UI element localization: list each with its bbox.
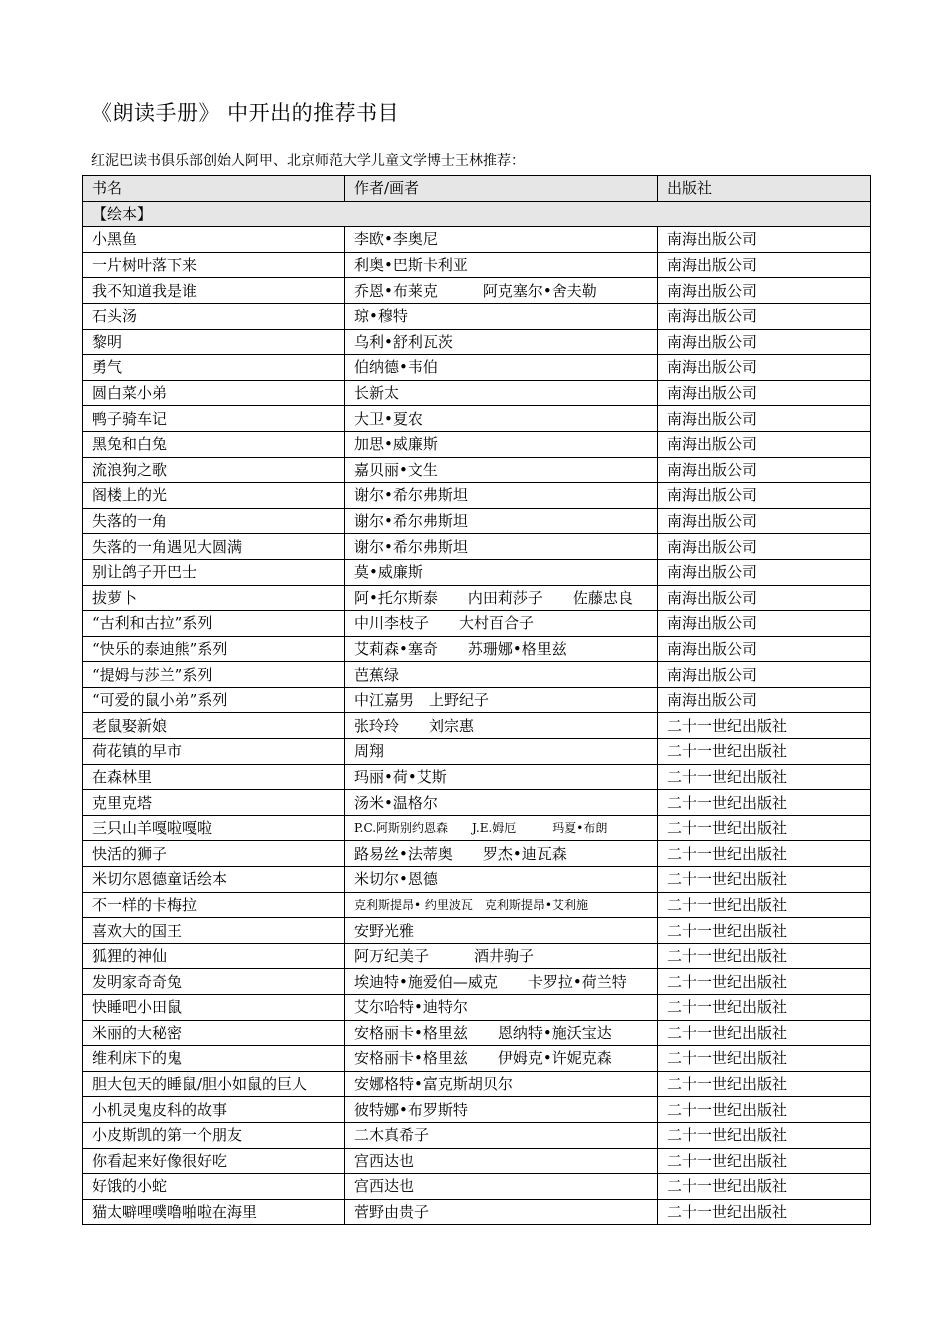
table-header-row bbox=[83, 176, 871, 202]
publisher-cell: 二十一世纪出版社 bbox=[658, 1199, 871, 1225]
author-cell: 彼特娜•布罗斯特 bbox=[345, 1097, 658, 1123]
table-row bbox=[83, 867, 871, 893]
table-row bbox=[83, 431, 871, 457]
author-cell: P.C.阿斯别约恩森 J.E.姆厄 玛夏•布朗 bbox=[345, 815, 658, 841]
publisher-cell: 南海出版公司 bbox=[658, 483, 871, 509]
table-row bbox=[83, 739, 871, 765]
table-row bbox=[83, 278, 871, 304]
book-title-cell: 黑兔和白兔 bbox=[83, 431, 345, 457]
publisher-cell: 南海出版公司 bbox=[658, 355, 871, 381]
book-title-cell: 石头汤 bbox=[83, 303, 345, 329]
table-row bbox=[83, 611, 871, 637]
table-row bbox=[83, 918, 871, 944]
book-title-cell: 鸭子骑车记 bbox=[83, 406, 345, 432]
table-row bbox=[83, 892, 871, 918]
table-row bbox=[83, 457, 871, 483]
book-title-cell: “古利和古拉”系列 bbox=[83, 611, 345, 637]
book-title-cell: 米切尔恩德童话绘本 bbox=[83, 867, 345, 893]
publisher-cell: 二十一世纪出版社 bbox=[658, 841, 871, 867]
author-cell: 阿•托尔斯泰 内田莉莎子 佐藤忠良 bbox=[345, 585, 658, 611]
book-title-cell: 克里克塔 bbox=[83, 790, 345, 816]
publisher-cell: 二十一世纪出版社 bbox=[658, 1122, 871, 1148]
publisher-cell: 南海出版公司 bbox=[658, 329, 871, 355]
publisher-cell: 南海出版公司 bbox=[658, 457, 871, 483]
author-cell: 张玲玲 刘宗惠 bbox=[345, 713, 658, 739]
author-cell: 阿万纪美子 酒井驹子 bbox=[345, 943, 658, 969]
author-cell: 安娜格特•富克斯胡贝尔 bbox=[345, 1071, 658, 1097]
author-cell: 二木真希子 bbox=[345, 1122, 658, 1148]
publisher-cell: 南海出版公司 bbox=[658, 508, 871, 534]
author-cell: 中川李枝子 大村百合子 bbox=[345, 611, 658, 637]
author-cell: 中江嘉男 上野纪子 bbox=[345, 687, 658, 713]
publisher-cell: 二十一世纪出版社 bbox=[658, 1097, 871, 1123]
author-cell: 大卫•夏农 bbox=[345, 406, 658, 432]
author-cell: 谢尔•希尔弗斯坦 bbox=[345, 508, 658, 534]
book-title-cell: 维利床下的鬼 bbox=[83, 1046, 345, 1072]
author-cell: 伯纳德•韦伯 bbox=[345, 355, 658, 381]
author-cell: 芭蕉绿 bbox=[345, 662, 658, 688]
book-title-cell: 小皮斯凯的第一个朋友 bbox=[83, 1122, 345, 1148]
column-header-publisher: 出版社 bbox=[658, 176, 871, 202]
table-row bbox=[83, 329, 871, 355]
book-title-cell: 老鼠娶新娘 bbox=[83, 713, 345, 739]
publisher-cell: 二十一世纪出版社 bbox=[658, 969, 871, 995]
table-row bbox=[83, 1071, 871, 1097]
table-row bbox=[83, 969, 871, 995]
publisher-cell: 二十一世纪出版社 bbox=[658, 1148, 871, 1174]
table-row bbox=[83, 995, 871, 1021]
table-row bbox=[83, 1097, 871, 1123]
publisher-cell: 二十一世纪出版社 bbox=[658, 1020, 871, 1046]
author-cell: 莫•威廉斯 bbox=[345, 559, 658, 585]
publisher-cell: 南海出版公司 bbox=[658, 431, 871, 457]
table-row bbox=[83, 790, 871, 816]
table-row bbox=[83, 483, 871, 509]
publisher-cell: 二十一世纪出版社 bbox=[658, 918, 871, 944]
table-row bbox=[83, 534, 871, 560]
book-title-cell: 在森林里 bbox=[83, 764, 345, 790]
publisher-cell: 二十一世纪出版社 bbox=[658, 739, 871, 765]
book-title-cell: 小黑鱼 bbox=[83, 227, 345, 253]
section-label: 【绘本】 bbox=[83, 201, 871, 227]
publisher-cell: 南海出版公司 bbox=[658, 636, 871, 662]
recommender-note: 红泥巴读书俱乐部创始人阿甲、北京师范大学儿童文学博士王林推荐： bbox=[91, 153, 525, 169]
author-cell: 米切尔•恩德 bbox=[345, 867, 658, 893]
book-title-cell: 快睡吧小田鼠 bbox=[83, 995, 345, 1021]
book-title-cell: 喜欢大的国王 bbox=[83, 918, 345, 944]
table-row bbox=[83, 252, 871, 278]
publisher-cell: 南海出版公司 bbox=[658, 406, 871, 432]
book-title-cell: “可爱的鼠小弟”系列 bbox=[83, 687, 345, 713]
table-row bbox=[83, 687, 871, 713]
book-title-cell: 拔萝卜 bbox=[83, 585, 345, 611]
publisher-cell: 南海出版公司 bbox=[658, 380, 871, 406]
page-title: 《朗读手册》 中开出的推荐书目 bbox=[91, 101, 400, 125]
book-title-cell: 一片树叶落下来 bbox=[83, 252, 345, 278]
author-cell: 谢尔•希尔弗斯坦 bbox=[345, 483, 658, 509]
book-title-cell: 荷花镇的早市 bbox=[83, 739, 345, 765]
table-row bbox=[83, 303, 871, 329]
author-cell: 乔恩•布莱克 阿克塞尔•舍夫勒 bbox=[345, 278, 658, 304]
author-cell: 李欧•李奥尼 bbox=[345, 227, 658, 253]
publisher-cell: 二十一世纪出版社 bbox=[658, 943, 871, 969]
author-cell: 嘉贝丽•文生 bbox=[345, 457, 658, 483]
author-cell: 汤米•温格尔 bbox=[345, 790, 658, 816]
book-title-cell: 狐狸的神仙 bbox=[83, 943, 345, 969]
author-cell: 安野光雅 bbox=[345, 918, 658, 944]
publisher-cell: 二十一世纪出版社 bbox=[658, 867, 871, 893]
table-row bbox=[83, 815, 871, 841]
author-cell: 乌利•舒利瓦茨 bbox=[345, 329, 658, 355]
book-title-cell: “提姆与莎兰”系列 bbox=[83, 662, 345, 688]
book-title-cell: 三只山羊嘎啦嘎啦 bbox=[83, 815, 345, 841]
book-title-cell: 好饿的小蛇 bbox=[83, 1174, 345, 1200]
section-row-picture-books bbox=[83, 201, 871, 227]
book-title-cell: 勇气 bbox=[83, 355, 345, 381]
author-cell: 宫西达也 bbox=[345, 1148, 658, 1174]
publisher-cell: 南海出版公司 bbox=[658, 585, 871, 611]
author-cell: 埃迪特•施爱伯—威克 卡罗拉•荷兰特 bbox=[345, 969, 658, 995]
author-cell: 艾尔哈特•迪特尔 bbox=[345, 995, 658, 1021]
publisher-cell: 南海出版公司 bbox=[658, 559, 871, 585]
author-cell: 安格丽卡•格里兹 恩纳特•施沃宝达 bbox=[345, 1020, 658, 1046]
column-header-title: 书名 bbox=[83, 176, 345, 202]
table-row bbox=[83, 943, 871, 969]
table-row bbox=[83, 1020, 871, 1046]
table-row bbox=[83, 559, 871, 585]
publisher-cell: 南海出版公司 bbox=[658, 303, 871, 329]
book-title-cell: 别让鸽子开巴士 bbox=[83, 559, 345, 585]
table-row bbox=[83, 1174, 871, 1200]
publisher-cell: 二十一世纪出版社 bbox=[658, 1046, 871, 1072]
book-title-cell: 流浪狗之歌 bbox=[83, 457, 345, 483]
book-title-cell: 我不知道我是谁 bbox=[83, 278, 345, 304]
table-row bbox=[83, 1046, 871, 1072]
publisher-cell: 二十一世纪出版社 bbox=[658, 764, 871, 790]
table-row bbox=[83, 764, 871, 790]
author-cell: 路易丝•法蒂奥 罗杰•迪瓦森 bbox=[345, 841, 658, 867]
author-cell: 琼•穆特 bbox=[345, 303, 658, 329]
publisher-cell: 南海出版公司 bbox=[658, 611, 871, 637]
table-row bbox=[83, 841, 871, 867]
publisher-cell: 二十一世纪出版社 bbox=[658, 713, 871, 739]
publisher-cell: 二十一世纪出版社 bbox=[658, 892, 871, 918]
book-title-cell: 小机灵鬼皮科的故事 bbox=[83, 1097, 345, 1123]
book-title-cell: 黎明 bbox=[83, 329, 345, 355]
author-cell: 加思•威廉斯 bbox=[345, 431, 658, 457]
book-title-cell: “快乐的泰迪熊”系列 bbox=[83, 636, 345, 662]
book-title-cell: 猫太噼哩噗噜啪啦在海里 bbox=[83, 1199, 345, 1225]
publisher-cell: 二十一世纪出版社 bbox=[658, 815, 871, 841]
author-cell: 安格丽卡•格里兹 伊姆克•许妮克森 bbox=[345, 1046, 658, 1072]
table-row bbox=[83, 585, 871, 611]
book-title-cell: 发明家奇奇兔 bbox=[83, 969, 345, 995]
publisher-cell: 南海出版公司 bbox=[658, 534, 871, 560]
table-row bbox=[83, 636, 871, 662]
book-title-cell: 圆白菜小弟 bbox=[83, 380, 345, 406]
book-title-cell: 快活的狮子 bbox=[83, 841, 345, 867]
author-cell: 艾莉森•塞奇 苏珊娜•格里兹 bbox=[345, 636, 658, 662]
author-cell: 谢尔•希尔弗斯坦 bbox=[345, 534, 658, 560]
publisher-cell: 二十一世纪出版社 bbox=[658, 995, 871, 1021]
book-title-cell: 失落的一角 bbox=[83, 508, 345, 534]
book-title-cell: 胆大包天的睡鼠/胆小如鼠的巨人 bbox=[83, 1071, 345, 1097]
column-header-author: 作者/画者 bbox=[345, 176, 658, 202]
author-cell: 菅野由贵子 bbox=[345, 1199, 658, 1225]
author-cell: 利奥•巴斯卡利亚 bbox=[345, 252, 658, 278]
author-cell: 宫西达也 bbox=[345, 1174, 658, 1200]
publisher-cell: 南海出版公司 bbox=[658, 278, 871, 304]
publisher-cell: 南海出版公司 bbox=[658, 227, 871, 253]
table-row bbox=[83, 662, 871, 688]
table-row bbox=[83, 1148, 871, 1174]
book-title-cell: 米丽的大秘密 bbox=[83, 1020, 345, 1046]
table-row bbox=[83, 508, 871, 534]
author-cell: 克利斯提昂• 约里波瓦 克利斯提昂•艾利施 bbox=[345, 892, 658, 918]
table-row bbox=[83, 1199, 871, 1225]
table-row bbox=[83, 406, 871, 432]
table-row bbox=[83, 713, 871, 739]
table-row bbox=[83, 380, 871, 406]
author-cell: 周翔 bbox=[345, 739, 658, 765]
publisher-cell: 南海出版公司 bbox=[658, 252, 871, 278]
publisher-cell: 二十一世纪出版社 bbox=[658, 790, 871, 816]
publisher-cell: 二十一世纪出版社 bbox=[658, 1174, 871, 1200]
author-cell: 长新太 bbox=[345, 380, 658, 406]
publisher-cell: 南海出版公司 bbox=[658, 687, 871, 713]
book-title-cell: 阁楼上的光 bbox=[83, 483, 345, 509]
table-row bbox=[83, 1122, 871, 1148]
author-cell: 玛丽•荷•艾斯 bbox=[345, 764, 658, 790]
table-row bbox=[83, 227, 871, 253]
book-title-cell: 失落的一角遇见大圆满 bbox=[83, 534, 345, 560]
book-list-table bbox=[82, 175, 871, 1225]
book-title-cell: 不一样的卡梅拉 bbox=[83, 892, 345, 918]
book-title-cell: 你看起来好像很好吃 bbox=[83, 1148, 345, 1174]
table-row bbox=[83, 355, 871, 381]
publisher-cell: 二十一世纪出版社 bbox=[658, 1071, 871, 1097]
publisher-cell: 南海出版公司 bbox=[658, 662, 871, 688]
